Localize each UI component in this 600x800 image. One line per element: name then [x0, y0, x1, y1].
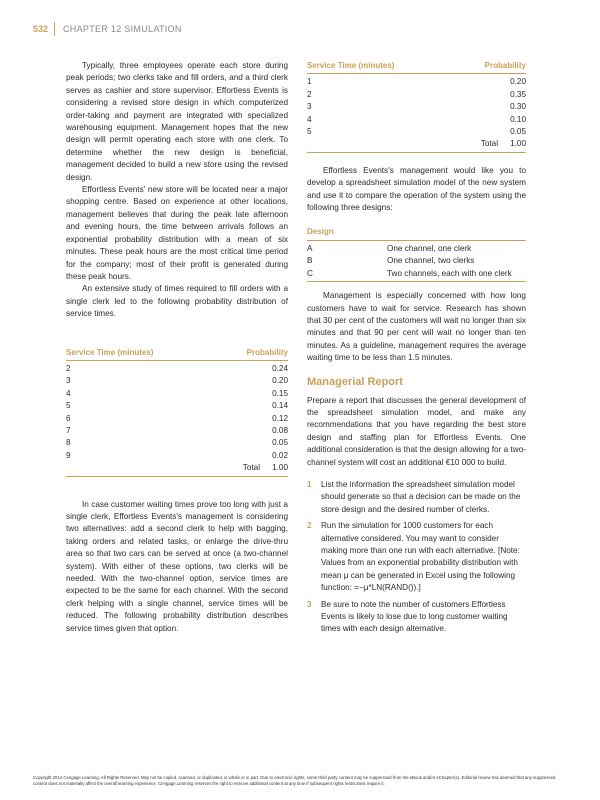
cell: 0.30 [510, 102, 526, 112]
cell: 5 [66, 401, 71, 411]
column-header: Service Time (minutes) [66, 347, 154, 357]
table-row [66, 400, 288, 412]
column-header: Probability [246, 347, 288, 357]
table-row [66, 375, 288, 387]
cell: 7 [66, 425, 71, 435]
table-row [307, 255, 526, 267]
list-item [307, 520, 526, 594]
cell: 9 [66, 450, 71, 460]
table-header [66, 347, 288, 361]
cell: 4 [307, 114, 312, 124]
paragraph: An extensive study of times required to fill orders with a single clerk led to the following probability distribution of service times. [66, 284, 288, 319]
table-row [307, 101, 526, 113]
cell: 3 [307, 102, 312, 112]
service-time-table-two-clerks [307, 60, 526, 153]
cell: 8 [66, 438, 71, 448]
cell: 0.05 [510, 127, 526, 137]
right-column [307, 60, 526, 636]
cell: 0.10 [510, 114, 526, 124]
table-total-row [66, 462, 288, 474]
list-text: Be sure to note the number of customers Effortless Events is likely to lose due to long customer waiting times with each design alternative. [321, 599, 508, 634]
list-item [307, 599, 526, 636]
cell: 0.20 [510, 77, 526, 87]
paragraph: In case customer waiting times prove too long with just a single clerk, Effortless Events's management is considering two alternatives: add a second clerk to help with bagging, taking orders and related tasks, or enlarge the drive-thru area so that two cars can be served at once (a two-channel system). With either of these options, two clerks will be needed. With the two-channel option, service times are expected to be the same for each channel. With the second clerk helping with a single channel, service times will be reduced. The following probability distribution describes service times given that option. [66, 499, 288, 633]
cell: One channel, two clerks [387, 256, 475, 266]
page-number: 532 [33, 24, 49, 34]
table-row [66, 425, 288, 437]
list-number: 2 [307, 521, 312, 531]
cell: C [307, 268, 313, 278]
table-row [307, 126, 526, 138]
total-label: Total [480, 139, 499, 149]
paragraph: Effortless Events's management would like you to develop a spreadsheet simulation model of the new system and use it to compare the operation of the system using the following three designs: [307, 165, 526, 213]
cell: One channel, one clerk [387, 243, 472, 253]
table-row [307, 243, 526, 255]
cell: 3 [66, 376, 71, 386]
header-divider [54, 22, 55, 36]
cell: Two channels, each with one clerk [387, 268, 512, 278]
cell: 0.15 [272, 388, 288, 398]
table-row [66, 437, 288, 449]
total-value: 1.00 [272, 463, 288, 473]
table-row [307, 268, 526, 280]
list-number: 1 [307, 479, 312, 489]
cell: 0.24 [272, 363, 288, 373]
table-total-row [307, 138, 526, 150]
table-row [66, 363, 288, 375]
design-table [307, 226, 526, 282]
chapter-title: CHAPTER 12 SIMULATION [63, 24, 182, 34]
section-title: Managerial Report [307, 375, 403, 388]
left-column [66, 60, 288, 635]
table-row [307, 76, 526, 88]
cell: A [307, 243, 313, 253]
table-row [66, 413, 288, 425]
paragraph: Effortless Events' new store will be located near a major shopping centre. Based on experience at other locations, management believes that during the peak late afternoon and evening hours, the time between arrivals follows an exponential probability distribution with a mean of six minutes. These peak hours are the most critical time period for the company; most of their profit is generated during these peak hours. [66, 185, 288, 281]
table-header [307, 60, 526, 74]
table-row [66, 450, 288, 462]
cell: 0.14 [272, 401, 288, 411]
cell: 0.02 [272, 450, 288, 460]
column-header: Service Time (minutes) [307, 61, 395, 70]
cell: 0.12 [272, 413, 288, 423]
column-header: Probability [484, 61, 526, 70]
paragraph: Typically, three employees operate each store during peak periods; two clerks take and fill orders, and a third clerk serves as cashier and store supervisor. Effortless Events is considering a revised store design in which computerized order-taking and payment are integrated with specialized warehousing equipment. Management hopes that the new design will permit operating each store with one clerk. To determine whether the new design is beneficial, management decided to build a new store using the revised design. [66, 61, 288, 182]
total-value: 1.00 [510, 139, 526, 149]
paragraph: Prepare a report that discusses the general development of the spreadsheet simulation model, and make any recommendations that you have regarding the best store design and staffing plan for Effortless Events. One additional consideration is that the design allowing for a two-channel system will cost an additional €10 000 to build. [307, 395, 526, 467]
paragraph: Management is especially concerned with how long customers have to wait for service. Research has shown that 30 per cent of the customers will wait no longer than six minutes and that 90 per cent will wait no longer than ten minutes. As a guideline, management requires the average waiting time to be less than 1.5 minutes. [307, 291, 526, 363]
cell: B [307, 256, 313, 266]
list-item [307, 479, 526, 516]
table-row [66, 388, 288, 400]
list-text: Run the simulation for 1000 customers for each alternative considered. You may want to consider making more than one run with each alternative. [Note: Values from an exponential probability distribution with mean μ can be generated in Excel using the following function: =−μ*LN(RAND()).] [321, 521, 520, 593]
numbered-list [307, 479, 526, 636]
cell: 0.20 [272, 376, 288, 386]
list-text: List the information the spreadsheet simulation model should generate so that a decision can be made on the store design and the desired number of clerks. [321, 479, 521, 514]
cell: 6 [66, 413, 71, 423]
copyright-footer: Copyright 2014 Cengage Learning. All Rights Reserved. May not be copied, scanned, or duplicated, in whole or in part. Due to electronic rights, some third party content may be suppressed from the eBook and/or eChapter(s). Editorial review has deemed that any suppressed content does not materially affect the overall learning experience. Cengage Learning reserves the right to remove additional content at any time if subsequent rights restrictions require it. [33, 775, 556, 786]
total-label: Total [242, 463, 261, 473]
cell: 0.08 [272, 425, 288, 435]
service-time-table-single-clerk [66, 347, 288, 477]
cell: 4 [66, 388, 71, 398]
cell: 1 [307, 77, 312, 87]
cell: 2 [66, 363, 71, 373]
design-heading: Design [307, 226, 526, 240]
cell: 2 [307, 89, 312, 99]
cell: 5 [307, 127, 312, 137]
running-head [0, 18, 600, 38]
cell: 0.35 [510, 89, 526, 99]
cell: 0.05 [272, 438, 288, 448]
list-number: 3 [307, 599, 312, 609]
table-row [307, 114, 526, 126]
table-row [307, 89, 526, 101]
